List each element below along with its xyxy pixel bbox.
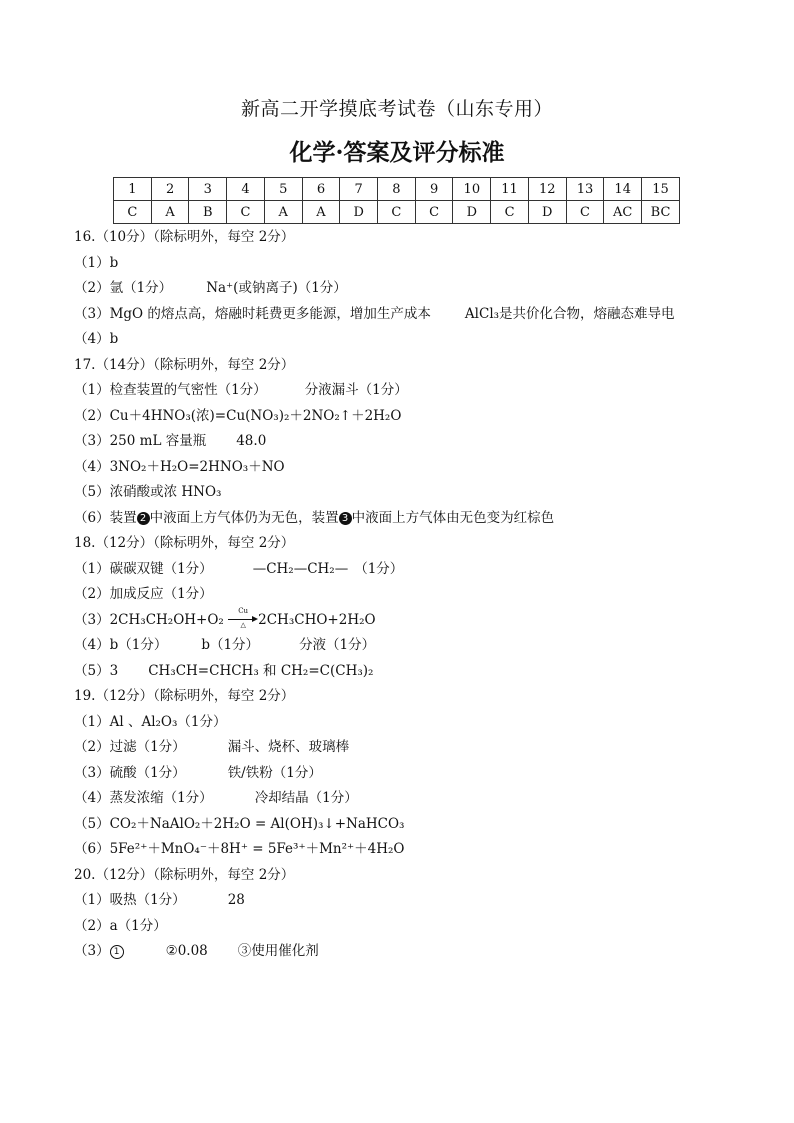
question-19-heading: 19.（12分）（除标明外，每空 2分）: [74, 688, 295, 704]
table-cell: 15: [642, 178, 680, 201]
table-cell: 7: [340, 178, 378, 201]
answer-line: [74, 429, 774, 455]
answer-line: （5）CO₂＋NaAlO₂＋2H₂O = Al(OH)₃↓+NaHCO₃: [74, 815, 405, 832]
answer-table-answer-row: [114, 201, 680, 224]
answer-text: 48.0: [236, 433, 267, 449]
answer-text: （4）b（1分）: [74, 637, 168, 653]
heat-label: △: [240, 621, 246, 629]
catalyst-label: Cu: [238, 607, 249, 615]
table-cell: 13: [566, 178, 604, 201]
answer-text: （3）250 mL 容量瓶: [74, 433, 207, 449]
answer-text: （6）装置: [74, 509, 137, 526]
answer-line: [74, 659, 774, 685]
answer-text: （3）MgO 的熔点高，熔融时耗费更多能源，增加生产成本: [74, 305, 431, 322]
table-cell: C: [227, 201, 265, 224]
answer-text: （1）检查装置的气密性（1分）: [74, 382, 267, 398]
answer-line: [74, 506, 774, 532]
answer-text: 中液面上方气体仍为无色，装置: [149, 509, 339, 526]
answer-line: [74, 761, 774, 787]
table-cell: A: [151, 201, 189, 224]
table-cell: 11: [491, 178, 529, 201]
answer-line: （2）a（1分）: [74, 917, 167, 934]
formula-text: —CH₂—CH₂—: [252, 560, 349, 577]
document-title: 新高二开学摸底考试卷（山东专用）: [240, 98, 553, 120]
answer-text: 铁/铁粉（1分）: [227, 764, 322, 781]
answer-text: 冷却结晶（1分）: [254, 790, 358, 806]
table-cell: D: [453, 201, 491, 224]
question-17-heading: 17.（14分）（除标明外，每空 2分）: [74, 356, 295, 373]
answer-text: b（1分）: [201, 637, 260, 653]
table-cell: C: [114, 201, 152, 224]
answer-text: 分液漏斗（1分）: [304, 382, 408, 398]
answer-text: （1）碳碳双键（1分）: [74, 560, 213, 577]
table-cell: 2: [151, 178, 189, 201]
table-cell: 10: [453, 178, 491, 201]
answer-line: [74, 276, 774, 302]
formula-text: 2CH₃CHO+2H₂O: [258, 611, 376, 628]
answer-line: （1）b: [74, 254, 119, 271]
answer-text: （1分）: [354, 560, 404, 577]
answer-text: AlCl₃是共价化合物，熔融态难导电: [464, 305, 675, 322]
table-cell: D: [340, 201, 378, 224]
answer-text: （2）过滤（1分）: [74, 739, 186, 755]
reaction-arrow-icon: [228, 607, 258, 629]
answer-line: [74, 735, 774, 761]
table-cell: 12: [528, 178, 566, 201]
table-cell: 6: [302, 178, 340, 201]
answer-line: （1）Al 、Al₂O₃（1分）: [74, 713, 227, 730]
table-cell: 14: [604, 178, 642, 201]
answer-line: [74, 786, 774, 812]
table-cell: 3: [189, 178, 227, 201]
question-20-heading: 20.（12分）（除标明外，每空 2分）: [74, 866, 295, 883]
answer-line: [74, 378, 774, 404]
answer-text: 分液（1分）: [299, 637, 376, 653]
answer-table-number-row: [114, 178, 680, 201]
answer-text: （3）硫酸（1分）: [74, 764, 186, 781]
table-cell: 5: [264, 178, 302, 201]
table-cell: AC: [604, 201, 642, 224]
answer-table: [113, 177, 680, 224]
answer-line: （2）加成反应（1分）: [74, 586, 213, 602]
answer-line: （5）浓硝酸或浓 HNO₃: [74, 484, 222, 500]
table-cell: 8: [378, 178, 416, 201]
document-subtitle: 化学·答案及评分标准: [289, 139, 505, 166]
answer-text: Na⁺(或钠离子)（1分）: [206, 280, 347, 296]
answer-text: （5）3: [74, 662, 119, 679]
answer-text: ③使用催化剂: [237, 943, 319, 959]
table-cell: A: [264, 201, 302, 224]
answer-line: （2）Cu＋4HNO₃(浓)=Cu(NO₃)₂＋2NO₂↑＋2H₂O: [74, 407, 402, 424]
answer-line: [74, 888, 774, 914]
formula-text: （3）2CH₃CH₂OH+O₂: [74, 611, 224, 628]
table-cell: 4: [227, 178, 265, 201]
answer-text: （2）氩（1分）: [74, 280, 173, 296]
question-18-heading: 18.（12分）（除标明外，每空 2分）: [74, 535, 295, 551]
answer-text: 28: [227, 892, 245, 908]
circled-number-3-icon: 3: [339, 512, 352, 525]
answer-line: （6）5Fe²⁺＋MnO₄⁻＋8H⁺ = 5Fe³⁺＋Mn²⁺＋4H₂O: [74, 841, 405, 857]
answer-line: （4）3NO₂＋H₂O=2HNO₃＋NO: [74, 458, 285, 475]
answer-text: ②0.08: [165, 943, 208, 959]
table-cell: A: [302, 201, 340, 224]
answer-text: （3）: [74, 943, 110, 959]
table-cell: C: [566, 201, 604, 224]
answer-line: [74, 557, 774, 583]
table-cell: 1: [114, 178, 152, 201]
table-cell: C: [415, 201, 453, 224]
table-cell: D: [528, 201, 566, 224]
table-cell: 9: [415, 178, 453, 201]
question-16-heading: 16.（10分）（除标明外，每空 2分）: [74, 229, 295, 245]
table-cell: C: [378, 201, 416, 224]
answer-line: （4）b: [74, 331, 119, 347]
answer-text: 中液面上方气体由无色变为红棕色: [351, 509, 555, 526]
answer-text: （1）吸热（1分）: [74, 892, 186, 908]
answer-text: 漏斗、烧杯、玻璃棒: [227, 739, 350, 755]
answer-line: [74, 302, 774, 328]
formula-text: CH₃CH=CHCH₃ 和 CH₂=C(CH₃)₂: [148, 662, 374, 679]
table-cell: B: [189, 201, 227, 224]
answer-line: [74, 633, 774, 659]
circled-number-1-icon: 1: [110, 945, 124, 959]
answer-body: [74, 225, 774, 965]
table-cell: BC: [642, 201, 680, 224]
circled-number-2-icon: 2: [137, 512, 150, 525]
answer-line: [74, 608, 774, 634]
answer-line: [74, 939, 774, 965]
table-cell: C: [491, 201, 529, 224]
answer-text: （4）蒸发浓缩（1分）: [74, 790, 213, 806]
